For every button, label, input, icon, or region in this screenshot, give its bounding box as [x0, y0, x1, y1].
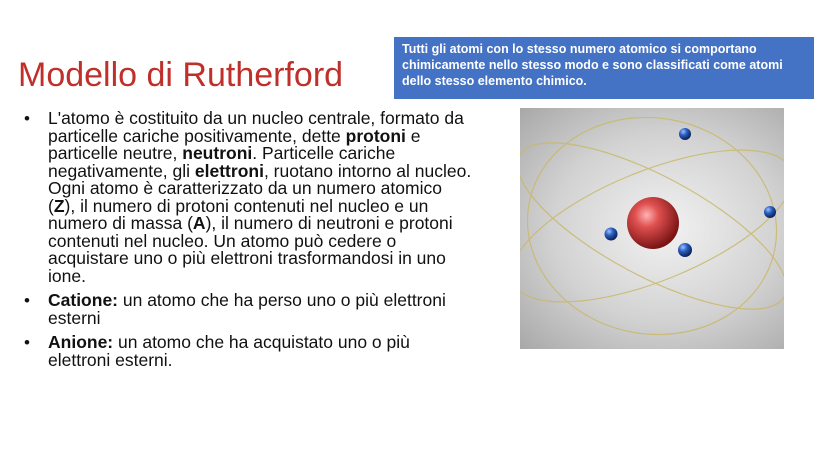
- text-run: un atomo che ha perso uno o più elettroni esterni: [48, 290, 446, 328]
- text-run: L'atomo è costituito da un nucleo centrale, formato da particelle cariche positivamente, dette: [48, 108, 464, 146]
- bullet-item: [22, 110, 472, 285]
- bullet-list: [22, 110, 472, 376]
- bold-term: A: [192, 213, 206, 233]
- text-run: e particelle neutre,: [48, 125, 421, 163]
- bold-term: Anione:: [48, 332, 114, 352]
- atom-model-image: [520, 108, 784, 349]
- bullet-text: [48, 108, 471, 286]
- bullet-dot: •: [24, 333, 30, 352]
- bold-term: elettroni: [194, 160, 264, 181]
- bullet-text: [48, 332, 410, 370]
- text-run: ), il numero di neutroni e protoni contenuti nel nucleo. Un atomo può cedere o acquistare uno o più elettroni trasformandosi in uno ione.: [48, 213, 453, 286]
- bold-term: neutroni: [182, 143, 253, 163]
- text-run: ), il numero di protoni contenuti nel nucleo e un numero di massa (: [48, 195, 429, 233]
- atom-model-icon: [520, 108, 784, 349]
- electron: [605, 228, 618, 241]
- bullet-item: [22, 334, 472, 369]
- electron: [679, 128, 691, 140]
- bullet-dot: •: [24, 291, 30, 310]
- slide-title: Modello di Rutherford: [18, 56, 344, 94]
- text-run: un atomo che ha acquistato uno o più elettroni esterni.: [48, 332, 410, 370]
- electron: [764, 206, 776, 218]
- text-run: . Particelle cariche negativamente, gli: [48, 143, 396, 181]
- bold-term: Z: [53, 195, 65, 216]
- nucleus: [627, 197, 679, 249]
- text-run: , ruotano intorno al nucleo. Ogni atomo è caratterizzato da un numero atomico (: [48, 160, 472, 216]
- bullet-dot: •: [24, 109, 30, 128]
- bold-term: protoni: [345, 125, 406, 146]
- bold-term: Catione:: [48, 290, 118, 310]
- bullet-item: [22, 292, 472, 327]
- electron: [678, 243, 692, 257]
- callout-box: Tutti gli atomi con lo stesso numero atomico si comportano chimicamente nello stesso modo e sono classificati come atomi dello stesso elemento chimico.: [394, 37, 814, 99]
- bullet-text: [48, 290, 446, 328]
